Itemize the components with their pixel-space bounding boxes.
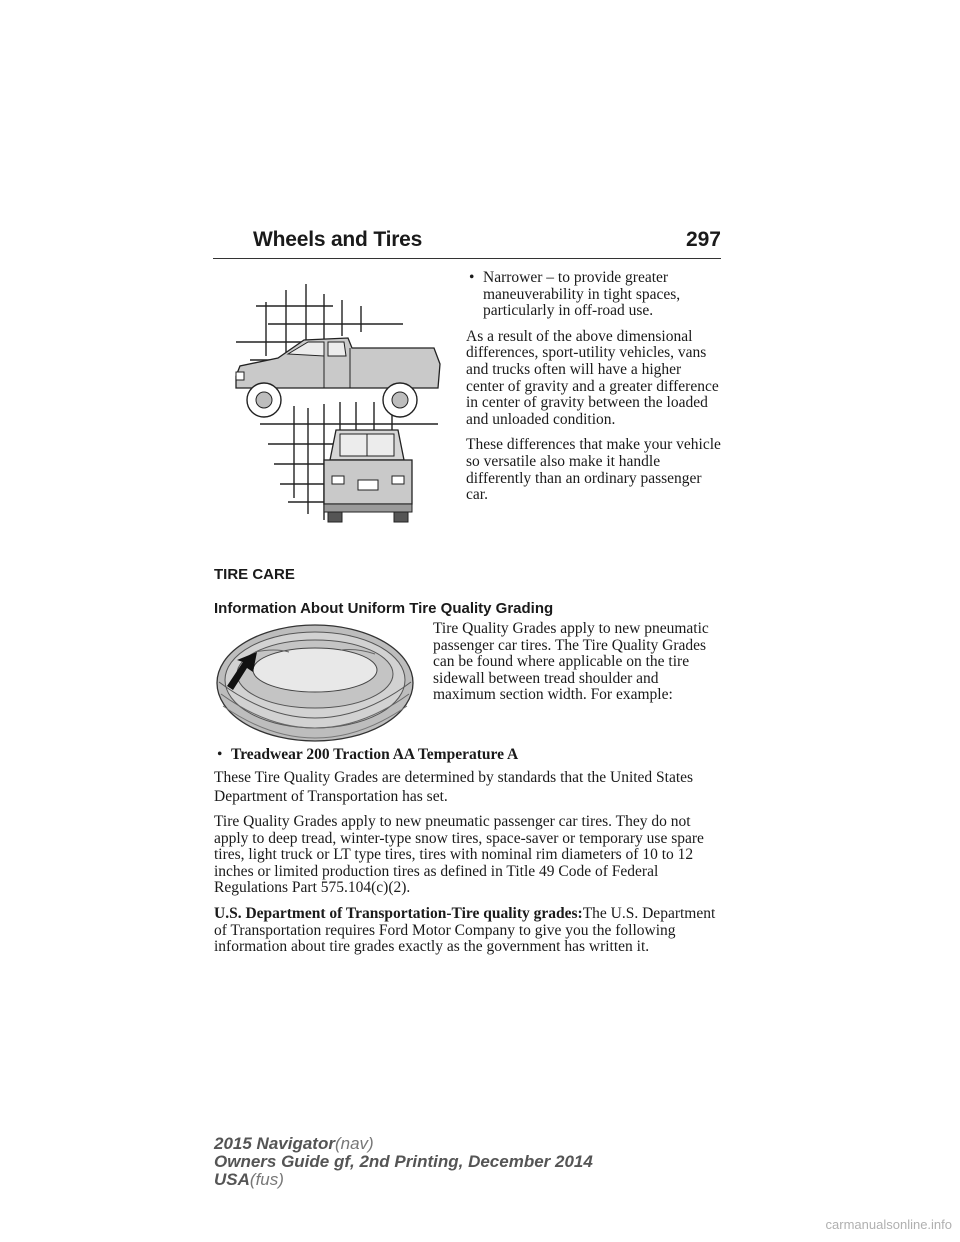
footer-guide: Owners Guide gf, 2nd Printing, December 2014 bbox=[214, 1152, 593, 1171]
bullet-text: Narrower – to provide greater maneuverability in tight spaces, particularly in off-road use. bbox=[483, 269, 681, 320]
tire-illustration bbox=[215, 622, 415, 744]
footer-model: 2015 Navigator bbox=[214, 1134, 335, 1153]
vehicle-difference-text bbox=[466, 270, 722, 504]
footer-guide-line bbox=[214, 1152, 593, 1172]
footer-market-line bbox=[214, 1170, 284, 1190]
uniform-grading-subheading: Information About Uniform Tire Quality Grading bbox=[214, 600, 554, 617]
paragraph: As a result of the above dimensional differences, sport-utility vehicles, vans and trucks often will have a higher center of gravity and a greater difference in center of gravity between the loaded and unloaded condition. bbox=[466, 327, 719, 428]
usdot-label: U.S. Department of Transportation-Tire quality grades: bbox=[214, 904, 583, 922]
footer-market-code: (fus) bbox=[249, 1170, 284, 1189]
bullet-icon: • bbox=[217, 746, 223, 763]
section-title: Wheels and Tires bbox=[253, 228, 423, 251]
footer-model-line bbox=[214, 1134, 374, 1154]
paragraph: These Tire Quality Grades are determined by standards that the United States Department of Transportation has set. bbox=[214, 769, 694, 805]
page-number: 297 bbox=[685, 228, 721, 251]
tire-care-heading: TIRE CARE bbox=[214, 566, 295, 583]
watermark: carmanualsonline.info bbox=[825, 1217, 952, 1232]
pickup-truck-illustration bbox=[228, 284, 443, 524]
truck-rear-view bbox=[324, 430, 412, 522]
list-item bbox=[466, 270, 722, 320]
paragraph: Tire Quality Grades apply to new pneumatic passenger car tires. They do not apply to deep tread, winter-type snow tires, space-saver or temporary use spare tires, light truck or LT type tires, tires with nominal rim diameters of 10 to 12 inches or limited production tires as defined in Title 49 Code of Federal Regulations Part 575.104(c)(2). bbox=[214, 813, 704, 897]
list-item bbox=[214, 747, 736, 764]
paragraph bbox=[214, 906, 720, 956]
page-header bbox=[213, 228, 721, 259]
footer-model-code: (nav) bbox=[334, 1134, 374, 1153]
bullet-icon: • bbox=[469, 269, 475, 286]
tire-grades-body bbox=[214, 768, 720, 956]
pickup-truck-side-and-rear-view-icon bbox=[228, 284, 443, 524]
usdot-text: The U.S. Department of Transportation requires Ford Motor Company to give you the following information about tire grades exactly as the government has written it. bbox=[214, 904, 716, 956]
grade-example-text: Treadwear 200 Traction AA Temperature A bbox=[231, 746, 519, 763]
tire-grades-intro: Tire Quality Grades apply to new pneumatic passenger car tires. The Tire Quality Grades can be found where applicable on the tire sidewall between tread shoulder and maximum section width. For example: bbox=[433, 620, 709, 704]
paragraph: These differences that make your vehicle so versatile also make it handle differently than an ordinary passenger car. bbox=[466, 436, 721, 504]
footer-market: USA bbox=[214, 1170, 250, 1189]
tire-sidewall-arrow-icon bbox=[215, 622, 415, 744]
